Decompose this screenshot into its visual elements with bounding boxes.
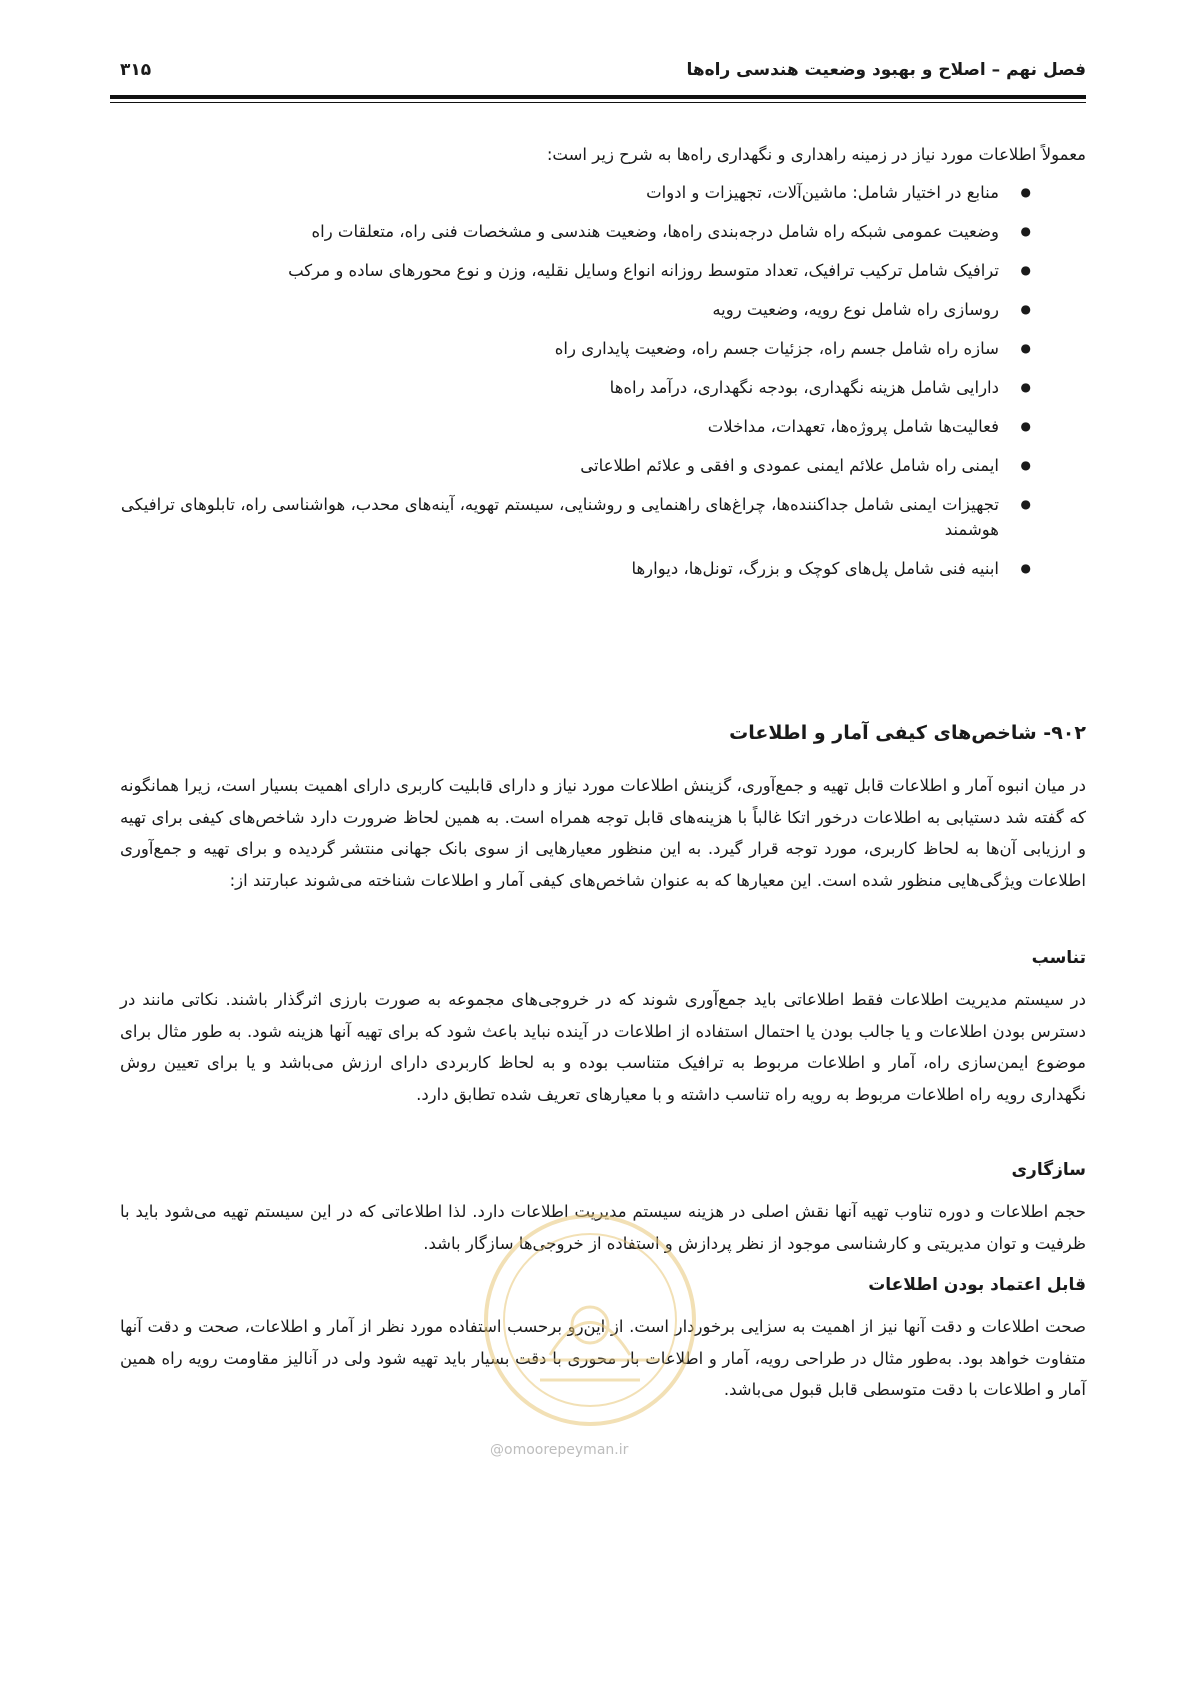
page-number: ۳۱۵ xyxy=(120,60,152,80)
subsection-text-reliability: صحت اطلاعات و دقت آنها نیز از اهمیت به سزایی برخوردار است. از این‌رو برحسب استفاده مورد نظر از آمار و اطلاعات، صحت و دقت آنها متفاوت خواهد بود. به‌طور مثال در طراحی رویه، آمار و اطلاعات بار محوری با دقت بسیار باید تهیه شود ولی در آنالیز مقاومت رویه راه همین آمار و اطلاعات با دقت متوسطی قابل قبول می‌باشد. xyxy=(120,1317,1086,1399)
subsection-title-relevance: تناسب xyxy=(1031,948,1086,968)
header-rule-thick xyxy=(110,95,1086,99)
intro-text: معمولاً اطلاعات مورد نیاز در زمینه راهداری و نگهداری راه‌ها به شرح زیر است: xyxy=(546,145,1086,164)
subsection-title-compatibility: سازگاری xyxy=(1011,1160,1086,1180)
info-bullet-list xyxy=(120,180,1031,595)
subsection-text-compatibility: حجم اطلاعات و دوره تناوب تهیه آنها نقش اصلی در هزینه سیستم مدیریت اطلاعات دارد. لذا اطلاعاتی که در این سیستم تهیه می‌شود باید با ظرفیت و توان مدیریتی و کارشناسی موجود از نظر پردازش و استفاده از خروجی‌ها سازگار باشد. xyxy=(120,1202,1086,1253)
chapter-title: فصل نهم – اصلاح و بهبود وضعیت هندسی راه‌ها xyxy=(686,60,1086,80)
section-paragraph: در میان انبوه آمار و اطلاعات قابل تهیه و جمع‌آوری، گزینش اطلاعات مورد نیاز و دارای قابلیت کاربری دارای اهمیت بسیار است، زیرا همانگونه که گفته شد دستیابی به اطلاعات درخور اتکا غالباً با هزینه‌های قابل توجه همراه است. به همین لحاظ ضرورت دارد شاخص‌های کیفی برای تهیه و ارزیابی آن‌ها به لحاظ کاربری، مورد توجه قرار گیرد. به این منظور معیارهایی از سوی بانک جهانی منتشر گردیده و برای تهیه و جمع‌آوری اطلاعات ویژگی‌هایی منظور شده است. این معیارها که به عنوان شاخص‌های کیفی آمار و اطلاعات شناخته می‌شوند عبارتند از: xyxy=(120,776,1086,890)
bullet-item: ● تجهیزات ایمنی شامل جداکننده‌ها، چراغ‌های راهنمایی و روشنایی، سیستم تهویه، آینه‌های محدب، هواشناسی راه، تابلوهای ترافیکی هوشمند xyxy=(120,492,1031,542)
subsection-title-reliability: قابل اعتماد بودن اطلاعات xyxy=(868,1275,1086,1295)
bullet-item: ● منابع در اختیار شامل: ماشین‌آلات، تجهیزات و ادوات xyxy=(120,180,1031,205)
bullet-item: ● فعالیت‌ها شامل پروژه‌ها، تعهدات، مداخلات xyxy=(120,414,1031,439)
bullet-item: ● ترافیک شامل ترکیب ترافیک، تعداد متوسط روزانه انواع وسایل نقلیه، وزن و نوع محورهای ساده و مرکب xyxy=(120,258,1031,283)
bullet-item: ● ایمنی راه شامل علائم ایمنی عمودی و افقی و علائم اطلاعاتی xyxy=(120,453,1031,478)
bullet-item: ● سازه راه شامل جسم راه، جزئیات جسم راه، وضعیت پایداری راه xyxy=(120,336,1031,361)
watermark-seal-icon xyxy=(480,1210,700,1430)
watermark-site: @omoorepeyman.ir xyxy=(490,1442,629,1458)
bullet-item: ● روسازی راه شامل نوع رویه، وضعیت رویه xyxy=(120,297,1031,322)
subsection-text-relevance: در سیستم مدیریت اطلاعات فقط اطلاعاتی باید جمع‌آوری شوند که در خروجی‌های مجموعه به صورت بارزی اثرگذار باشند. نکاتی مانند در دسترس بودن اطلاعات و یا جالب بودن یا احتمال استفاده از اطلاعات در آینده نباید باعث شود که برای تهیه آنها هزینه شود. به طور مثال برای موضوع ایمن‌سازی راه، آمار و اطلاعات مربوط به ترافیک متناسب بوده و به لحاظ کاربردی دارای ارزش می‌باشد و یا برای تعیین روش نگهداری رویه راه اطلاعات مربوط به رویه راه تناسب داشته و با معیارهای تعریف شده تطابق دارد. xyxy=(120,990,1086,1104)
header-rule-thin xyxy=(110,102,1086,103)
bullet-item: ● ابنیه فنی شامل پل‌های کوچک و بزرگ، تونل‌ها، دیوارها xyxy=(120,556,1031,581)
bullet-item: ● دارایی شامل هزینه نگهداری، بودجه نگهداری، درآمد راه‌ها xyxy=(120,375,1031,400)
section-heading: ۹۰۲- شاخص‌های کیفی آمار و اطلاعات xyxy=(729,722,1086,744)
page-header xyxy=(110,52,1086,100)
bullet-item: ● وضعیت عمومی شبکه راه شامل درجه‌بندی راه‌ها، وضعیت هندسی و مشخصات فنی راه، متعلقات راه xyxy=(120,219,1031,244)
